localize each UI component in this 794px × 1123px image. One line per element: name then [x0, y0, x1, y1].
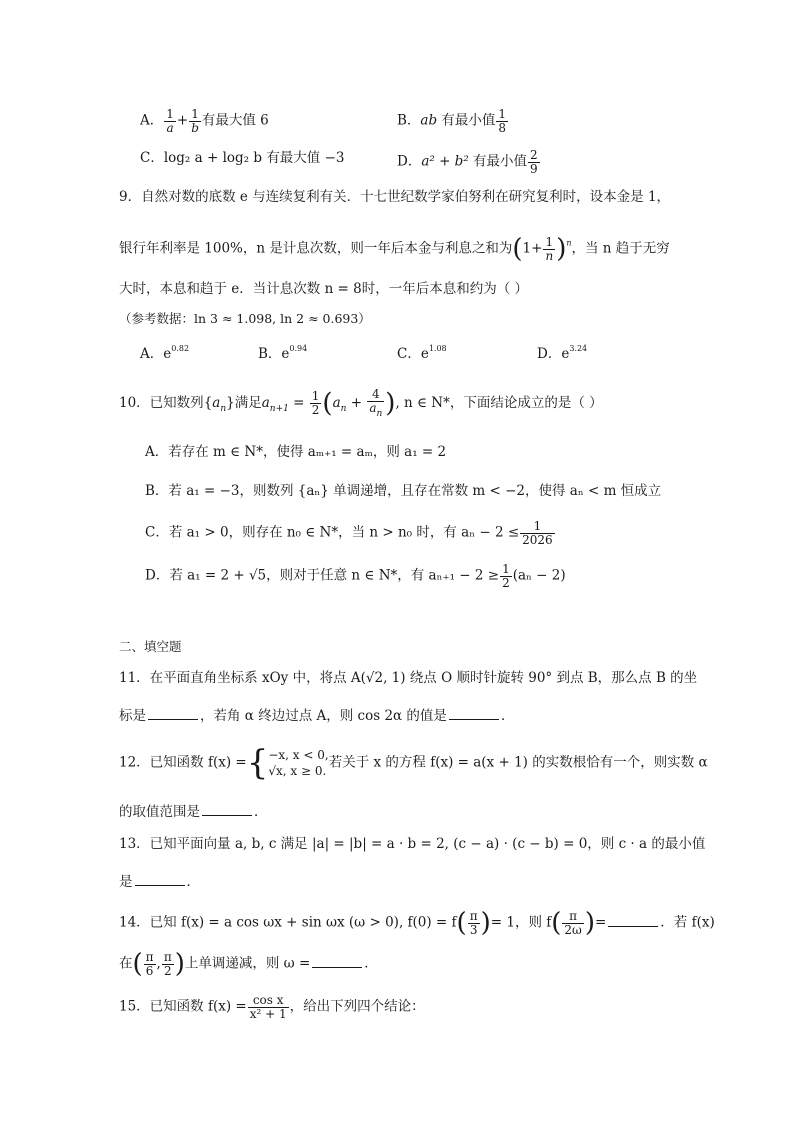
q9-option-b: B．$e^{0.94}$	[258, 344, 308, 362]
q10-option-a: A．若存在 m ∈ N*，使得 aₘ₊₁ = aₘ，则 a₁ = 2	[145, 444, 447, 460]
answer-blank[interactable]	[135, 875, 185, 886]
section-heading: 二、填空题	[119, 639, 182, 654]
q13-line-2: 是 ．	[119, 874, 200, 890]
fraction: $\frac{1}{2}$	[502, 562, 510, 590]
q9-line-3: 大时，本息和趋于 e．当计息次数 n = 8时，一年后本息和约为（ ）	[119, 281, 529, 297]
q10-stem: 10．已知数列$\{a_n\}$满足$a_{n+1}$ = $\frac{1}{2}$ ($a_n$ + $\frac{4}{a_n}$ ), n ∈ N*，下面结论成立的是（ ）	[119, 387, 603, 419]
q11-line-2: 标是 ，若角 α 终边过点 A，则 cos 2α 的值是 ．	[119, 708, 515, 724]
fraction: $\frac{4}{a_n}$	[369, 387, 383, 419]
fraction: $\frac{\pi}{2}$	[163, 950, 172, 978]
q15-stem: 15．已知函数 f(x) = $\frac{\text{cos x}}{\text{x² + 1}}$ ，给出下列四个结论：	[119, 993, 425, 1021]
q9-line-2: 银行年利率是 100%，n 是计息次数，则一年后本金与利息之和为(1+ $\frac{1}{n}$ )$^n$，当 n 趋于无穷	[119, 234, 670, 265]
q9-option-d: D．$e^{3.24}$	[537, 344, 588, 362]
q14-line-2: 在( $\frac{\pi}{6}$ , $\frac{\pi}{2}$ )上单调递减，则 ω = ．	[119, 949, 378, 980]
q14-stem: 14．已知 f(x) = a cos ωx + sin ωx (ω > 0), f(0) = f( $\frac{\pi}{3}$ )= 1，则 f( $\frac{\pi}{2\omega}$ )= ．若 f(x)	[119, 908, 715, 939]
q8-option-d: D．a² + b² 有最小值 $\frac{2}{9}$	[397, 148, 538, 176]
piecewise-cases: −x, x < 0, √x, x ≥ 0.	[268, 747, 329, 778]
fraction: $\frac{\text{cos x}}{\text{x² + 1}}$	[249, 993, 287, 1021]
fraction: $\frac{1}{2026}$	[522, 519, 553, 547]
q9-option-c: C．$e^{1.08}$	[397, 344, 447, 362]
q9-reference-data: （参考数据：ln 3 ≈ 1.098, ln 2 ≈ 0.693）	[119, 311, 371, 326]
q10-option-d: D．若 a₁ = 2 + √5，则对于任意 n ∈ N*，有 aₙ₊₁ − 2 ≥ $\frac{1}{2}$ (aₙ − 2)	[145, 562, 566, 590]
fraction: $\frac{1}{n}$	[545, 235, 554, 263]
q10-option-c: C．若 a₁ > 0，则存在 n₀ ∈ N*，当 n > n₀ 时，有 aₙ − 2 ≤ $\frac{1}{2026}$	[145, 519, 553, 547]
q8-option-a: A． $\frac{1}{a}$ + $\frac{1}{b}$ 有最大值 6	[140, 107, 269, 135]
q12-stem: 12．已知函数 f(x) ={ −x, x < 0, √x, x ≥ 0. 若关于 x 的方程 f(x) = a(x + 1) 的实数根恰有一个，则实数 α	[119, 743, 708, 783]
fraction: $\frac{\pi}{2\omega}$	[564, 909, 582, 937]
q11-line-1: 11．在平面直角坐标系 xOy 中，将点 A(√2, 1) 绕点 O 顺时针旋转 90° 到点 B，那么点 B 的坐	[119, 670, 698, 686]
answer-blank[interactable]	[148, 709, 198, 720]
q8-option-c: C．log₂ a + log₂ b 有最大值 −3	[140, 150, 345, 166]
answer-blank[interactable]	[312, 957, 362, 968]
q10-option-b: B．若 a₁ = −3，则数列 {aₙ} 单调递增，且存在常数 m < −2，使得 aₙ < m 恒成立	[145, 483, 662, 499]
q9-line-1: 9．自然对数的底数 e 与连续复利有关．十七世纪数学家伯努利在研究复利时，设本金是 1，	[119, 189, 671, 205]
answer-blank[interactable]	[449, 709, 499, 720]
q13-line-1: 13．已知平面向量 a, b, c 满足 |a| = |b| = a · b = 2, (c − a) · (c − b) = 0，则 c · a 的最小值	[119, 836, 706, 852]
answer-blank[interactable]	[608, 916, 658, 927]
fraction: $\frac{2}{9}$	[530, 148, 538, 176]
fraction: $\frac{\pi}{6}$	[145, 950, 154, 978]
fraction: $\frac{1}{a}$	[166, 107, 174, 135]
fraction: $\frac{\pi}{3}$	[469, 909, 478, 937]
fraction: $\frac{1}{8}$	[498, 107, 507, 135]
q9-option-a: A．$e^{0.82}$	[140, 344, 190, 362]
fraction: $\frac{1}{2}$	[311, 389, 320, 418]
fraction: $\frac{1}{b}$	[191, 107, 199, 135]
q12-line-2: 的取值范围是 ．	[119, 804, 268, 820]
q8-option-b: B．ab 有最小值 $\frac{1}{8}$	[397, 107, 507, 135]
answer-blank[interactable]	[202, 805, 252, 816]
